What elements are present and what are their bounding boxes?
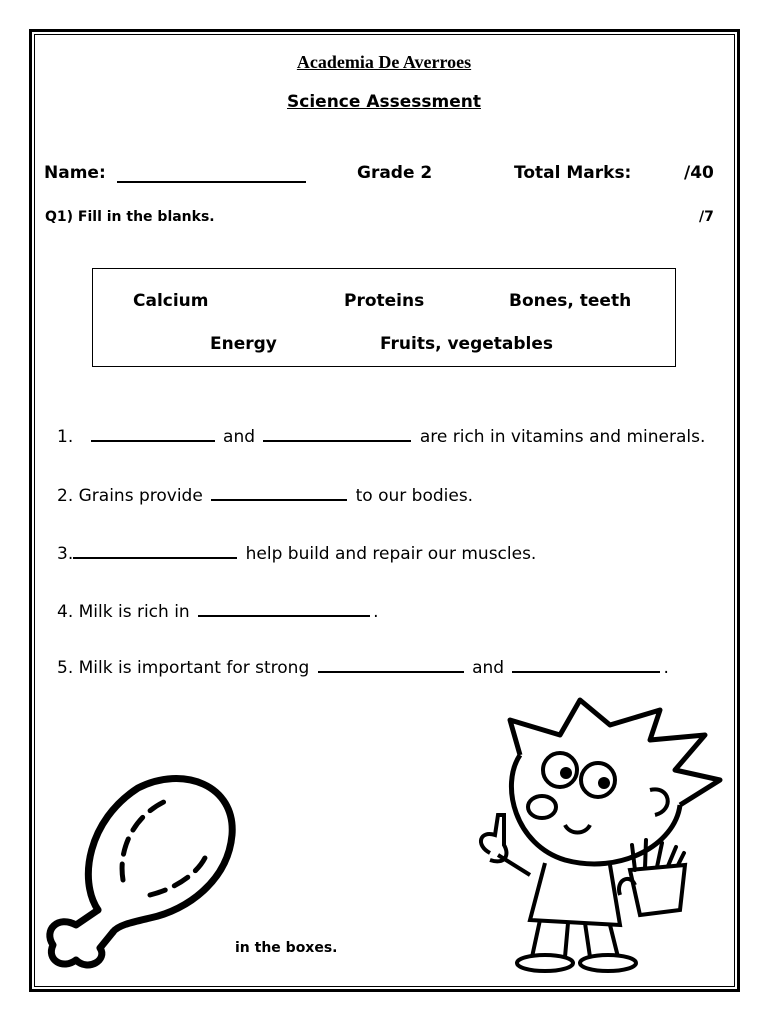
- word-calcium: Calcium: [133, 291, 209, 311]
- word-bank-box: [92, 268, 676, 367]
- item-text: and: [472, 658, 505, 678]
- answer-blank[interactable]: [211, 498, 347, 501]
- word-energy: Energy: [210, 334, 277, 354]
- question-label: Q1) Fill in the blanks.: [45, 209, 215, 225]
- total-marks-label: Total Marks:: [514, 163, 632, 183]
- answer-blank[interactable]: [512, 670, 660, 673]
- item-text: 4. Milk is rich in: [57, 602, 190, 622]
- answer-blank[interactable]: [73, 556, 237, 559]
- answer-blank[interactable]: [91, 439, 215, 442]
- total-marks-value: /40: [684, 163, 714, 183]
- item-text: .: [373, 602, 379, 622]
- question-item-5: [57, 658, 669, 678]
- item-text: to our bodies.: [355, 486, 474, 506]
- name-label: Name:: [44, 163, 106, 183]
- bottom-instruction: [45, 940, 337, 956]
- item-text: .: [663, 658, 669, 678]
- bottom-instruction-text: in the boxes.: [235, 940, 338, 956]
- question-marks: /7: [699, 209, 714, 225]
- grade-label: Grade 2: [357, 163, 433, 183]
- item-text: help build and repair our muscles.: [245, 544, 537, 564]
- question-item-3: [57, 544, 536, 564]
- question-item-4: [57, 602, 379, 622]
- item-text: are rich in vitamins and minerals.: [419, 427, 706, 447]
- subject-title: Science Assessment: [287, 92, 481, 112]
- item-text: and: [223, 427, 256, 447]
- boy-eating-fries-icon: [470, 695, 730, 975]
- word-bones-teeth: Bones, teeth: [509, 291, 632, 311]
- answer-blank[interactable]: [263, 439, 411, 442]
- word-proteins: Proteins: [344, 291, 425, 311]
- item-text: 5. Milk is important for strong: [57, 658, 310, 678]
- question-item-1: [57, 427, 705, 447]
- item-text: 2. Grains provide: [57, 486, 203, 506]
- word-fruits-vegetables: Fruits, vegetables: [380, 334, 554, 354]
- item-number: 1.: [57, 427, 74, 447]
- answer-blank[interactable]: [198, 614, 370, 617]
- answer-blank[interactable]: [318, 670, 464, 673]
- item-number: 3.: [57, 544, 74, 564]
- name-field-line: [117, 181, 306, 183]
- question-item-2: [57, 486, 473, 506]
- school-name: Academia De Averroes: [296, 52, 472, 72]
